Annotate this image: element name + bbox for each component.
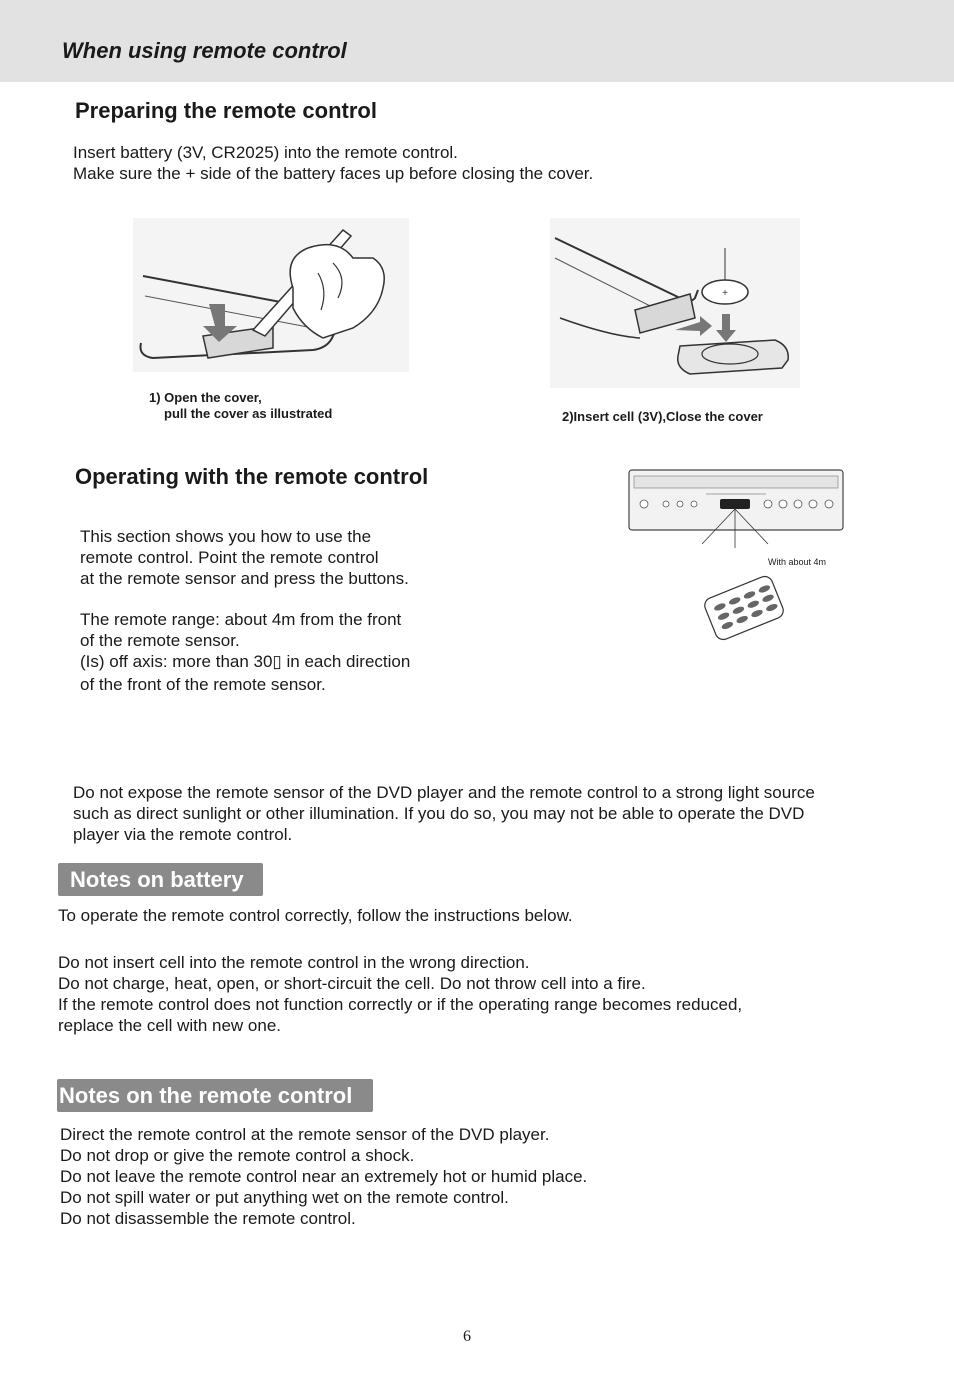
remote-note-4: Do not spill water or put anything wet on the remote control. [60,1188,509,1207]
remote-note-5: Do not disassemble the remote control. [60,1209,356,1228]
operating-para2-line-3: (Is) off axis: more than 30▯ in each direction [80,652,411,671]
operating-para1-line-1: This section shows you how to use the [80,527,372,546]
page-title: When using remote control [62,38,347,63]
battery-note-2: Do not charge, heat, open, or short-circuit the cell. Do not throw cell into a fire. [58,974,646,993]
operating-para1-line-3: at the remote sensor and press the buttons. [80,569,409,588]
battery-notes-intro: To operate the remote control correctly, follow the instructions below. [58,906,573,925]
operating-heading: Operating with the remote control [75,464,429,489]
caption-open-cover-line-2: pull the cover as illustrated [164,406,333,421]
remote-notes-banner: Notes on the remote control [57,1079,373,1112]
remote-note-2: Do not drop or give the remote control a shock. [60,1146,415,1165]
remote-note-3: Do not leave the remote control near an extremely hot or humid place. [60,1167,588,1186]
warning-line-3: player via the remote control. [73,825,293,844]
preparing-line-2: Make sure the + side of the battery faces up before closing the cover. [73,164,594,183]
remote-note-1: Direct the remote control at the remote sensor of the DVD player. [60,1125,550,1144]
operating-para2-line-1: The remote range: about 4m from the front [80,610,402,629]
warning-line-2: such as direct sunlight or other illumination. If you do so, you may not be able to operate the DVD [73,804,805,823]
preparing-line-1: Insert battery (3V, CR2025) into the remote control. [73,143,458,162]
operating-para2-line-4: of the front of the remote sensor. [80,675,326,694]
caption-open-cover-line-1: 1) Open the cover, [149,390,262,405]
page-number: 6 [463,1328,471,1345]
open-cover-illustration [133,218,409,372]
operating-para1-line-2: remote control. Point the remote control [80,548,379,567]
warning-line-1: Do not expose the remote sensor of the DVD player and the remote control to a strong light source [73,783,815,802]
svg-text:+: + [722,288,728,299]
battery-note-3: If the remote control does not function correctly or if the operating range becomes reduced, [58,995,743,1014]
preparing-heading: Preparing the remote control [75,98,377,123]
operating-para2-line-2: of the remote sensor. [80,631,240,650]
battery-notes-banner: Notes on battery [58,863,263,896]
battery-note-4: replace the cell with new one. [58,1016,282,1035]
battery-note-1: Do not insert cell into the remote control in the wrong direction. [58,953,530,972]
range-label: With about 4m [768,557,827,567]
caption-insert-cell: 2)Insert cell (3V),Close the cover [562,409,763,424]
insert-cell-illustration [550,218,800,388]
